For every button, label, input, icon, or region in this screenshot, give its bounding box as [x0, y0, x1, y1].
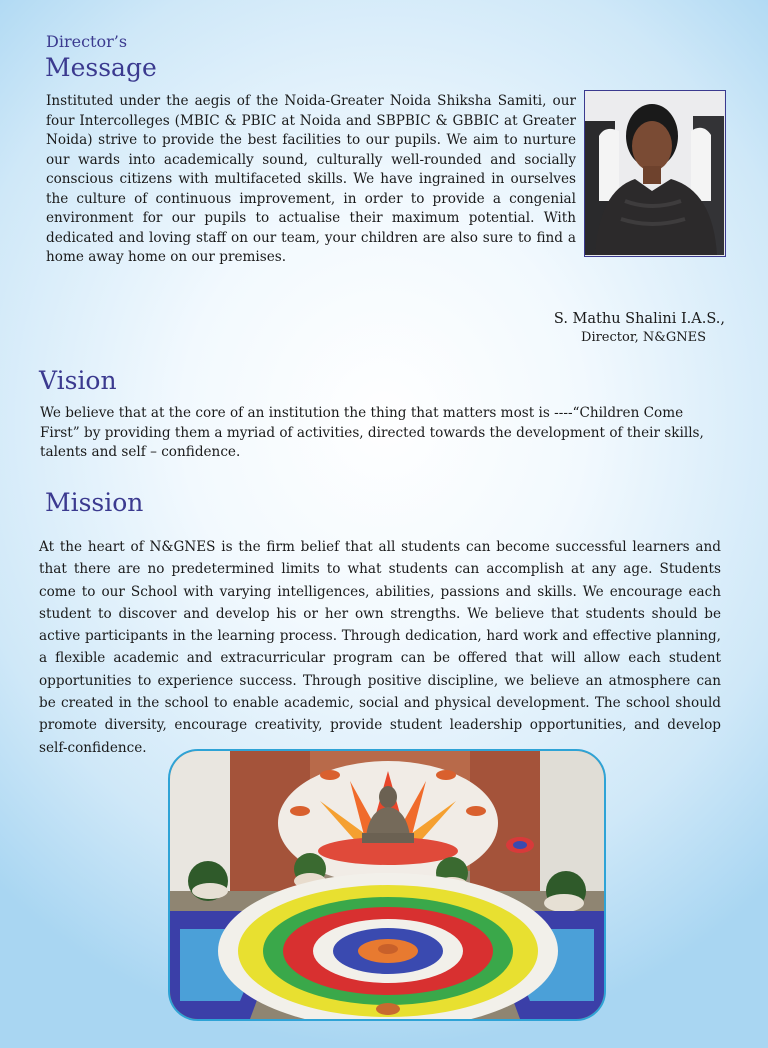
vision-heading: Vision: [39, 366, 117, 395]
mission-heading: Mission: [45, 488, 144, 517]
signature-name: S. Mathu Shalini I.A.S.,: [553, 311, 725, 327]
rangoli-photo: [168, 749, 606, 1021]
signature-title: Director, N&GNES: [581, 330, 706, 345]
director-message-heading: Message: [45, 53, 157, 82]
vision-text: We believe that at the core of an institution the thing that matters most is ----“Children Come First” by providing them a myriad of activities, directed towards the development of their skills, talents and self – confidence.: [40, 405, 704, 460]
director-label: Director’s: [46, 32, 128, 51]
rangoli-image: [170, 751, 604, 1019]
director-message-text: Instituted under the aegis of the Noida-Greater Noida Shiksha Samiti, our four Intercolleges (MBIC & PBIC at Noida and SBPBIC & GBBIC at Greater Noida) strive to provide the best facilities to our pupils. We aim to nurture our wards into academically sound, culturally well-rounded and socially conscious citizens with multifaceted skills. We have ingrained in ourselves the culture of continuous improvement, in order to provide a congenial environment for our pupils to actualise their maximum potential. With dedicated and loving staff on our team, your children are also sure to find a home away home on our premises.: [46, 93, 576, 265]
director-portrait-image: [585, 91, 724, 255]
mission-text: At the heart of N&GNES is the firm belief that all students can become successful learners and that there are no predetermined limits to what students can accomplish at any age. Students come to our School with varying intelligences, abilities, passions and skills. We encourage each student to discover and develop his or her own strengths. We believe that students should be active participants in the learning process. Through dedication, hard work and effective planning, a flexible academic and extracurricular program can be offered that will allow each student opportunities to experience success. Through positive discipline, we believe an atmosphere can be created in the school to enable academic, social and physical development. The school should promote diversity, encourage creativity, provide student leadership opportunities, and develop self-confidence.: [39, 539, 721, 756]
director-photo: [584, 90, 726, 257]
